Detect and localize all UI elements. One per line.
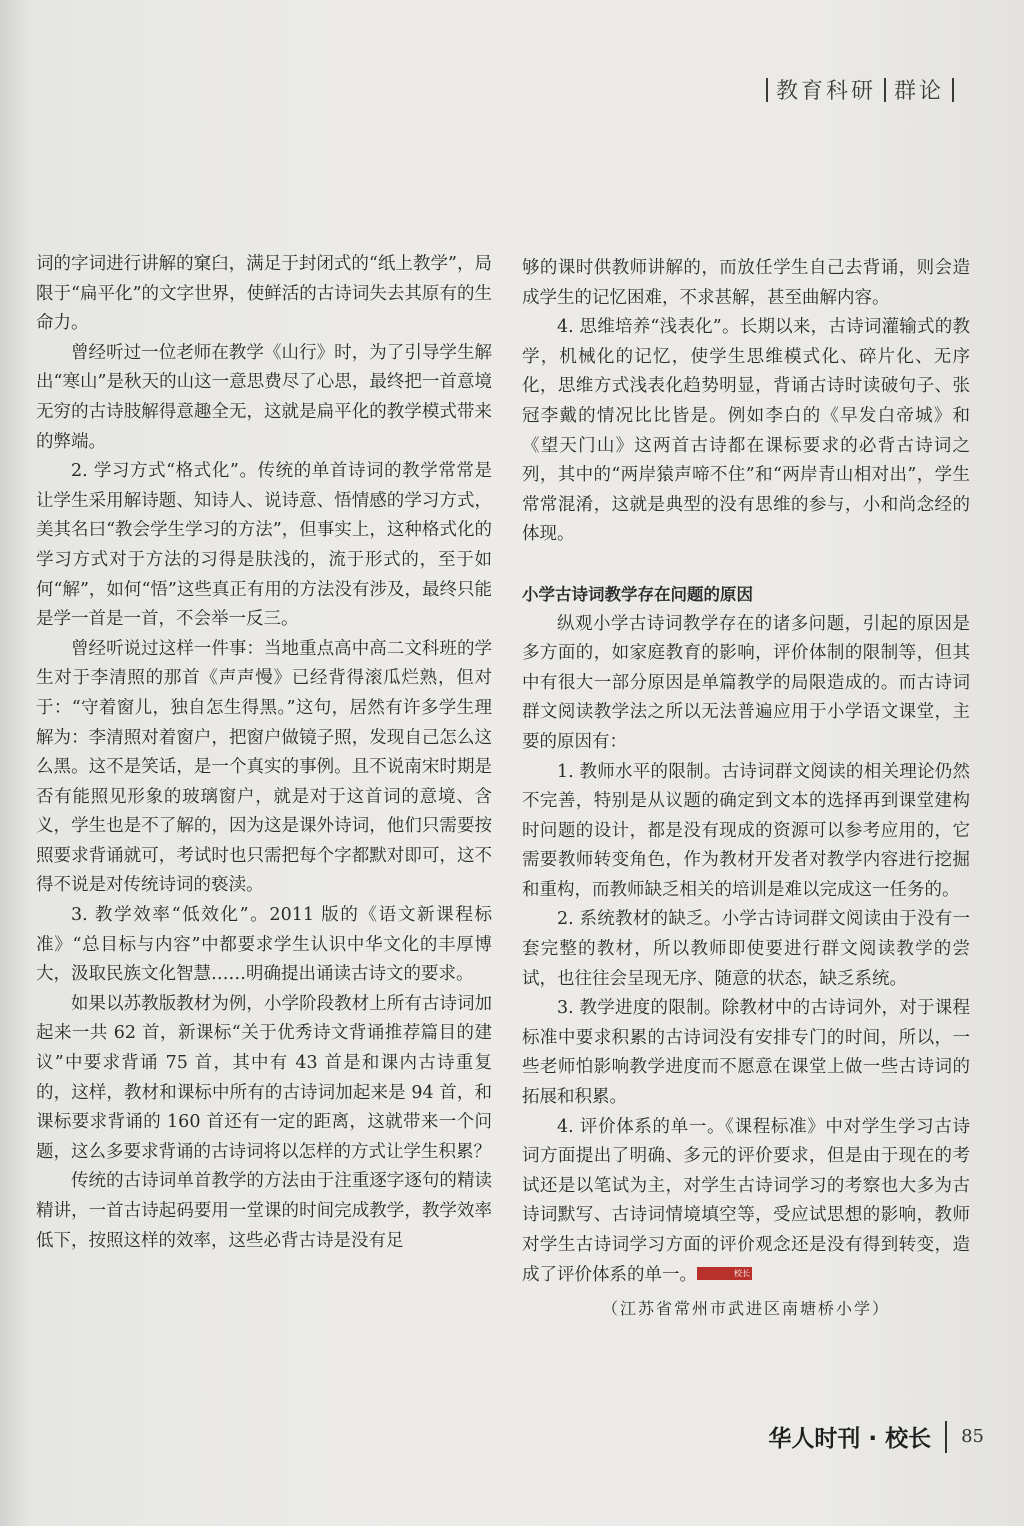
author-affiliation: （江苏省常州市武进区南塘桥小学） xyxy=(601,1299,890,1319)
body-paragraph xyxy=(522,1113,970,1291)
body-paragraph: 曾经听说过这样一件事：当地重点高中高二文科班的学生对于李清照的那首《声声慢》已经背得滚瓜烂熟，但对于：“守着窗儿，独自怎生得黑。”这句，居然有许多学生理解为：李清照对着窗户，把窗户做镜子照，发现自己怎么这么黑。这不是笑话，是一个真实的事例。且不说南宋时期是否有能照见形象的玻璃窗户，就是对于这首词的意境、含义，学生也是不了解的，因为这是课外诗词，他们只需要按照要求背诵就可，考试时也只需把每个字都默对即可，这不得不说是对传统诗词的亵渎。 xyxy=(36,638,492,896)
body-paragraph: 1. 教师水平的限制。古诗词群文阅读的相关理论仍然不完善，特别是从议题的确定到文本的选择再到课堂建构时问题的设计，都是没有现成的资源可以参考应用的，它需要教师转变角色，作为教材开发者对教学内容进行挖掘和重构，而教师缺乏相关的培训是难以完成这一任务的。 xyxy=(522,761,970,900)
body-paragraph: 传统的古诗词单首教学的方法由于注重逐字逐句的精读精讲，一首古诗起码要用一堂课的时间完成教学，教学效率低下，按照这样的效率，这些必背古诗是没有足 xyxy=(36,1171,492,1251)
header-section: 教育科研 xyxy=(775,79,876,104)
magazine-title: 华人时刊 · 校长 xyxy=(768,1426,932,1452)
body-paragraph: 2. 学习方式“格式化”。传统的单首诗词的教学常常是让学生采用解诗题、知诗人、说诗意、悟情感的学习方式，美其名曰“教会学生学习的方法”，但事实上，这种格式化的学习方式对于方法的习得是肤浅的，流于形式的，至于如何“解”，如何“悟”这些真正有用的方法没有涉及，最终只能是学一首是一首，不会举一反三。 xyxy=(36,461,492,630)
header-subsection: 群论 xyxy=(893,79,944,104)
section-heading: 小学古诗词教学存在问题的原因 xyxy=(522,584,753,604)
header-divider xyxy=(952,78,954,102)
left-column xyxy=(36,250,492,1256)
header-divider xyxy=(884,78,886,102)
body-paragraph: 3. 教学效率“低效化”。2011 版的《语文新课程标准》“总目标与内容”中都要求学生认识中华文化的丰厚博大，汲取民族文化智慧……明确提出诵读古诗文的要求。 xyxy=(36,905,492,985)
right-column xyxy=(522,254,970,1324)
body-paragraph: 4. 思维培养“浅表化”。长期以来，古诗词灌输式的教学，机械化的记忆，使学生思维模式化、碎片化、无序化，思维方式浅表化趋势明显，背诵古诗时读破句子、张冠李戴的情况比比皆是。例如李白的《早发白帝城》和《望天门山》这两首古诗都在课标要求的必背古诗词之列，其中的“两岸猿声啼不住”和“两岸青山相对出”，学生常常混淆，这就是典型的没有思维的参与，小和尚念经的体现。 xyxy=(522,317,970,545)
page-footer xyxy=(768,1420,984,1453)
footer-divider xyxy=(945,1421,947,1453)
body-paragraph: 词的字词进行讲解的窠臼，满足于封闭式的“纸上教学”，局限于“扁平化”的文字世界，使鲜活的古诗词失去其原有的生命力。 xyxy=(36,254,492,334)
final-paragraph-text: 4. 评价体系的单一。《课程标准》中对学生学习古诗词方面提出了明确、多元的评价要求，但是由于现在的考试还是以笔试为主，对学生古诗词学习的考察也大多为古诗词默写、古诗词情境填空等，受应试思想的影响，教师对学生古诗词学习方面的评价观念还是没有得到转变，造成了评价体系的单一。 xyxy=(522,1116,970,1285)
body-paragraph: 够的课时供教师讲解的，而放任学生自己去背诵，则会造成学生的记忆困难，不求甚解，甚至曲解内容。 xyxy=(522,258,970,308)
body-paragraph: 如果以苏教版教材为例，小学阶段教材上所有古诗词加起来一共 62 首，新课标“关于优秀诗文背诵推荐篇目的建议”中要求背诵 75 首，其中有 43 首是和课内古诗重复的，这样，教材和课标中所有的古诗词加起来是 94 首，和课标要求背诵的 160 首还有一定的距离，这就带来一个问题，这么多要求背诵的古诗词将以怎样的方式让学生积累？ xyxy=(36,993,492,1162)
body-paragraph: 2. 系统教材的缺乏。小学古诗词群文阅读由于没有一套完整的教材，所以教师即使要进行群文阅读教学的尝试，也往往会呈现无序、随意的状态，缺乏系统。 xyxy=(522,909,970,989)
body-paragraph: 纵观小学古诗词教学存在的诸多问题，引起的原因是多方面的，如家庭教育的影响，评价体制的限制等，但其中有很大一部分原因是单篇教学的局限造成的。而古诗词群文阅读教学法之所以无法普遍应用于小学语文课堂，主要的原因有： xyxy=(522,613,970,752)
running-header xyxy=(766,74,954,105)
body-paragraph: 曾经听过一位老师在教学《山行》时，为了引导学生解出“寒山”是秋天的山这一意思费尽了心思，最终把一首意境无穷的古诗肢解得意趣全无，这就是扁平化的教学模式带来的弊端。 xyxy=(36,342,492,452)
body-paragraph: 3. 教学进度的限制。除教材中的古诗词外，对于课程标准中要求积累的古诗词没有安排专门的时间，所以，一些老师怕影响教学进度而不愿意在课堂上做一些古诗词的拓展和积累。 xyxy=(522,998,970,1108)
page-number: 85 xyxy=(961,1426,984,1447)
header-divider xyxy=(766,78,768,102)
end-mark-stamp: 校长 xyxy=(697,1267,752,1280)
